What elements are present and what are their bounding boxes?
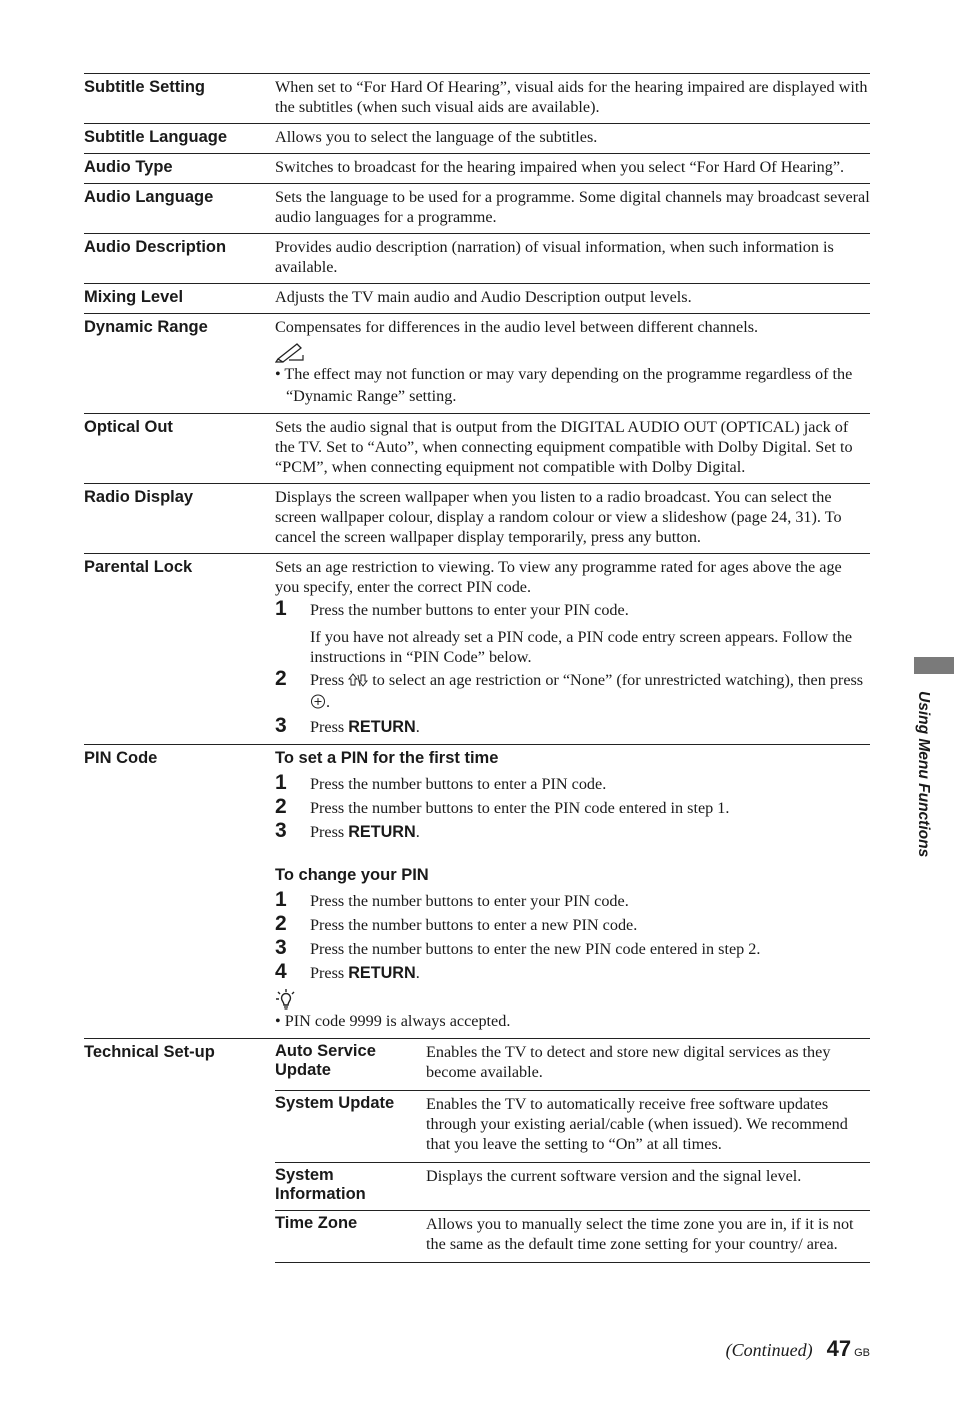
setting-row-mixing-level [84, 283, 870, 313]
section-tab-marker [914, 657, 954, 674]
setting-term: Radio Display [84, 488, 194, 506]
setting-row-radio-display [84, 483, 870, 553]
step-text: Press the number buttons to enter the new PIN code entered in step 2. [310, 940, 761, 958]
step-item [275, 667, 870, 714]
settings-table [84, 73, 870, 1263]
setting-term: Subtitle Language [84, 128, 228, 146]
subsetting-term: System Update [275, 1094, 395, 1112]
step-number: 1 [275, 888, 287, 911]
setting-term: Optical Out [84, 418, 173, 436]
step-text: Press the number buttons to enter your PIN code. [310, 601, 629, 619]
step-number: 4 [275, 960, 287, 983]
note-pencil-icon [275, 341, 870, 363]
step-number: 3 [275, 819, 287, 842]
step-number: 2 [275, 667, 287, 690]
step-text-part: Press [310, 823, 349, 841]
subtable-row-time-zone [275, 1210, 870, 1262]
setting-row-optical-out [84, 413, 870, 483]
step-text: Press the number buttons to enter your PIN code. [310, 892, 629, 910]
setting-description-block [275, 554, 870, 744]
step-number: 3 [275, 936, 287, 959]
return-button-label: RETURN [348, 964, 416, 982]
step-text-part: Press [310, 964, 349, 982]
step-number: 2 [275, 795, 287, 818]
setting-term: Parental Lock [84, 558, 193, 576]
step-item [275, 912, 870, 936]
setting-term: Subtitle Setting [84, 78, 205, 96]
setting-row-subtitle-language [84, 123, 870, 153]
setting-description: Switches to broadcast for the hearing impaired when you select “For Hard Of Hearing”. [275, 158, 845, 176]
setting-description: Sets the language to be used for a programme. Some digital channels may broadcast several audio languages for a programme. [275, 188, 870, 226]
step-text [310, 819, 870, 842]
setting-term: PIN Code [84, 749, 158, 767]
setting-term: Technical Set-up [84, 1043, 215, 1061]
page-number: 47 [826, 1336, 852, 1361]
setting-description: Allows you to select the language of the subtitles. [275, 128, 598, 146]
setting-row-dynamic-range [84, 313, 870, 413]
setting-row-audio-description [84, 233, 870, 283]
subtable-row-system-update [275, 1090, 870, 1162]
setting-term: Audio Language [84, 188, 214, 206]
setting-description: Displays the screen wallpaper when you listen to a radio broadcast. You can select the screen wallpaper colour, display a random colour or view a slideshow (page 24, 31). To cancel the screen wallpaper display temporarily, press any button. [275, 488, 842, 546]
continued-label: (Continued) [725, 1340, 813, 1360]
step-text [310, 667, 870, 714]
step-text-part: Press [310, 718, 349, 736]
return-button-label: RETURN [348, 718, 416, 736]
step-text: Press the number buttons to enter the PIN code entered in step 1. [310, 799, 730, 817]
setting-description: Compensates for differences in the audio level between different channels. [275, 318, 759, 336]
step-text-part: to select an age restriction or “None” (for unrestricted watching), then press [368, 671, 864, 689]
tip-lightbulb-icon [275, 988, 870, 1010]
subtable-row-system-information [275, 1162, 870, 1210]
setting-description: Sets an age restriction to viewing. To view any programme rated for ages above the age you specify, enter the correct PIN code. [275, 558, 842, 596]
step-text-part: . [415, 718, 420, 736]
region-code: GB [854, 1347, 870, 1359]
step-number: 2 [275, 912, 287, 935]
setting-term: Audio Description [84, 238, 227, 256]
step-item [275, 597, 870, 621]
subsetting-description: Enables the TV to automatically receive free software updates through your existing aerial/cable (when issued). We recommend that you leave the setting to “On” at all times. [426, 1095, 848, 1153]
section-side-label [912, 691, 934, 891]
setting-term: Audio Type [84, 158, 173, 176]
subtable [275, 1039, 870, 1263]
setting-row-subtitle-setting [84, 73, 870, 123]
enter-button-icon [310, 694, 326, 714]
page-footer [726, 1336, 870, 1362]
subsetting-term: Auto Service Update [275, 1042, 376, 1079]
step-number: 3 [275, 714, 287, 737]
setting-row-technical-setup [84, 1038, 870, 1263]
setting-description: When set to “For Hard Of Hearing”, visual aids for the hearing impaired are displayed with the subtitles (when such visual aids are available). [275, 78, 868, 116]
setting-description-block [275, 745, 870, 1038]
technical-setup-subtable [275, 1039, 870, 1263]
up-down-arrow-icon [348, 672, 368, 692]
subsection-heading: To set a PIN for the first time [275, 749, 499, 767]
subsection-heading: To change your PIN [275, 866, 429, 884]
step-text-part: Press [310, 671, 349, 689]
step-item [275, 936, 870, 960]
subtable-row-auto-service-update [275, 1039, 870, 1090]
subsetting-description: Enables the TV to detect and store new digital services as they become available. [426, 1043, 831, 1081]
step-text: Press the number buttons to enter a PIN code. [310, 775, 607, 793]
step-text [310, 714, 870, 737]
setting-description-block [275, 314, 870, 413]
step-item [275, 888, 870, 912]
tip-text: • PIN code 9999 is always accepted. [275, 1012, 511, 1030]
setting-description: Provides audio description (narration) of visual information, when such information is available. [275, 238, 834, 276]
subsetting-description: Allows you to manually select the time zone you are in, if it is not the same as the default time zone setting for your country/ area. [426, 1215, 854, 1253]
step-subtext: If you have not already set a PIN code, a PIN code entry screen appears. Follow the instructions in “PIN Code” below. [310, 628, 853, 666]
step-item [275, 960, 870, 984]
step-number: 1 [275, 771, 287, 794]
step-text-part: . [415, 964, 420, 982]
step-item [275, 714, 870, 738]
setting-row-audio-language [84, 183, 870, 233]
subsetting-term: System Information [275, 1166, 366, 1203]
step-text [310, 960, 870, 983]
note-text: • The effect may not function or may vary depending on the programme regardless of the “Dynamic Range” setting. [275, 365, 853, 405]
setting-term: Mixing Level [84, 288, 184, 306]
step-item [275, 771, 870, 795]
setting-description: Adjusts the TV main audio and Audio Description output levels. [275, 288, 692, 306]
setting-row-pin-code [84, 744, 870, 1038]
return-button-label: RETURN [348, 823, 416, 841]
setting-row-audio-type [84, 153, 870, 183]
step-text-part: . [415, 823, 420, 841]
section-side-label-text: Using Menu Functions [915, 691, 932, 858]
step-number: 1 [275, 597, 287, 620]
setting-term: Dynamic Range [84, 318, 208, 336]
step-text-part: . [326, 693, 331, 711]
setting-description: Sets the audio signal that is output from the DIGITAL AUDIO OUT (OPTICAL) jack of the TV. Set to “Auto”, when connecting equipment compatible with Dolby Digital. Set to “PCM”, when connecting equipment not compatible with Dolby Digital. [275, 418, 853, 476]
subsetting-description: Displays the current software version and the signal level. [426, 1167, 802, 1185]
step-text: Press the number buttons to enter a new PIN code. [310, 916, 638, 934]
setting-row-parental-lock [84, 553, 870, 744]
step-item [275, 795, 870, 819]
subsetting-term: Time Zone [275, 1214, 358, 1232]
step-item [275, 819, 870, 843]
